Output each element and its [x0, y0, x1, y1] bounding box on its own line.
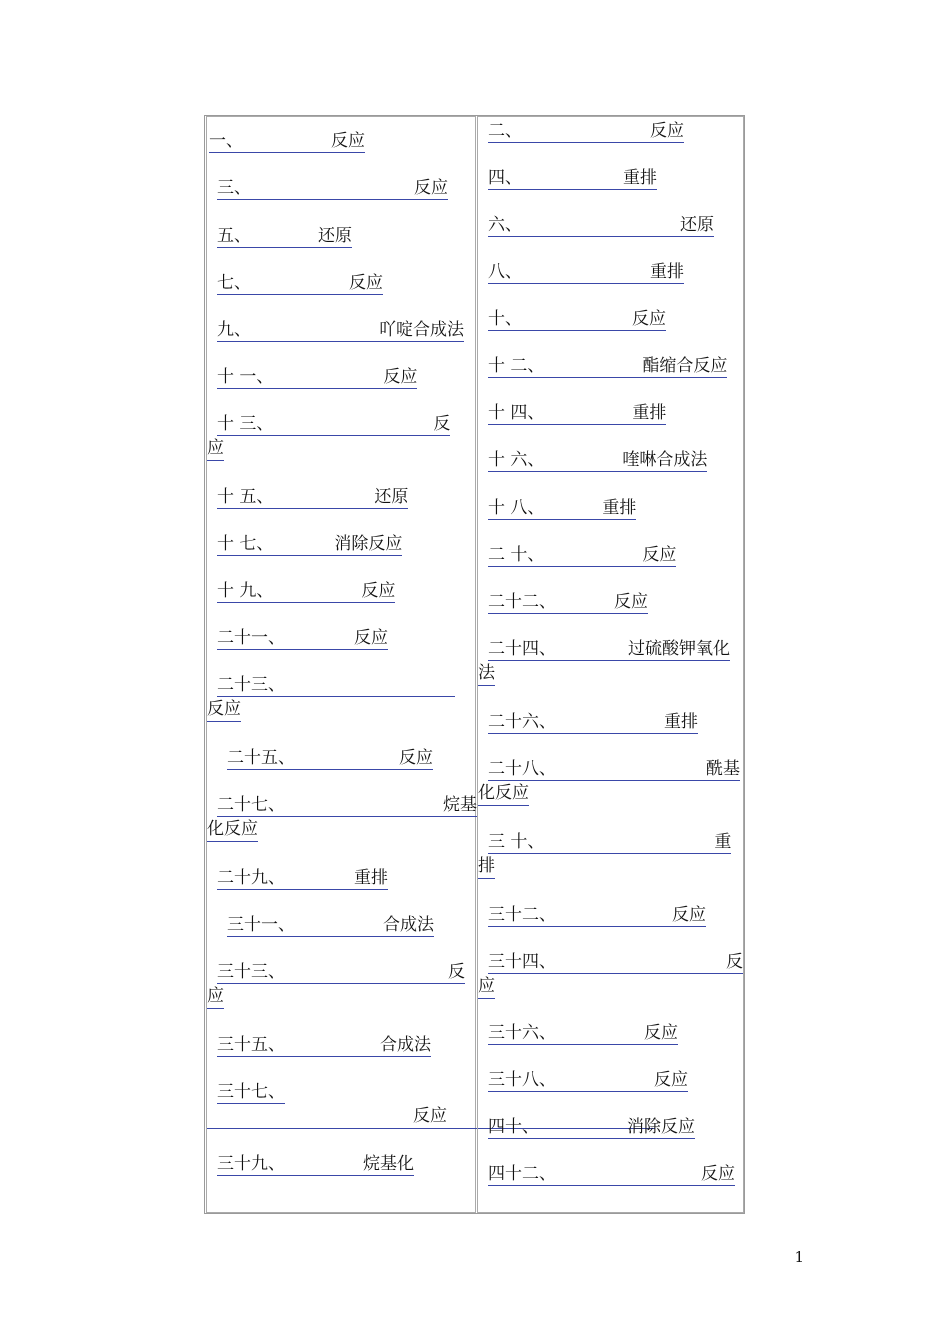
- right-entry: [478, 1021, 678, 1045]
- entry-number: 三十二、: [488, 905, 556, 925]
- reaction-name: 合成法: [380, 1035, 431, 1055]
- entry-number: 十 六、: [488, 450, 545, 470]
- entry-number: 一、: [209, 131, 243, 151]
- reaction-index-table: [204, 115, 745, 1214]
- entry-number: 三十三、: [217, 962, 285, 982]
- reaction-name: 吖啶合成法: [379, 320, 464, 340]
- entry-number: 二十八、: [488, 759, 556, 779]
- entry-number: 二十六、: [488, 712, 556, 732]
- entry-number: 二十二、: [488, 592, 556, 612]
- reaction-name: 还原: [374, 487, 409, 507]
- entry-number: 十 八、: [488, 498, 545, 518]
- reaction-name: 重排: [354, 868, 388, 888]
- entry-number: 七、: [217, 273, 251, 293]
- right-entry: [478, 1115, 695, 1139]
- right-entry: [478, 1068, 688, 1092]
- entry-number: 三十八、: [488, 1070, 556, 1090]
- left-entry: [207, 271, 383, 295]
- entry-number: 三、: [217, 178, 251, 198]
- right-entry: [478, 1162, 735, 1186]
- reaction-name: 烷基: [443, 795, 477, 815]
- entry-number: 四十二、: [488, 1164, 556, 1184]
- right-column: [477, 116, 744, 1213]
- right-entry: [478, 496, 636, 520]
- right-entry: [478, 710, 698, 734]
- left-entry: [207, 866, 388, 890]
- left-entry: [207, 412, 450, 461]
- reaction-name: 反应: [650, 121, 684, 141]
- reaction-name: 重排: [650, 262, 684, 282]
- right-entry: [478, 830, 731, 879]
- reaction-name: 消除反应: [627, 1117, 695, 1137]
- left-entry: [207, 913, 434, 937]
- left-entry: [207, 318, 464, 342]
- reaction-name: 反应: [701, 1164, 735, 1184]
- reaction-name: 重排: [602, 498, 637, 518]
- reaction-name: 反应: [642, 545, 677, 565]
- left-entry: [207, 176, 448, 200]
- entry-number: 四、: [488, 168, 522, 188]
- left-entry: [207, 626, 388, 650]
- entry-number: 十 一、: [217, 367, 274, 387]
- entry-number: 二十四、: [488, 639, 556, 659]
- reaction-name-continued: 应: [207, 984, 224, 1009]
- entry-number: 二十七、: [217, 795, 285, 815]
- left-entry: [207, 673, 455, 722]
- entry-number: 二十三、: [217, 675, 285, 695]
- right-entry: [478, 307, 666, 331]
- entry-number: 三十一、: [227, 915, 295, 935]
- entry-number: 二十九、: [217, 868, 285, 888]
- reaction-name: 反应: [632, 309, 666, 329]
- left-entry: [207, 579, 395, 603]
- left-entry: [207, 485, 408, 509]
- reaction-name: 酯缩合反应: [642, 356, 728, 376]
- entry-number: 五、: [217, 226, 251, 246]
- entry-number: 二、: [488, 121, 522, 141]
- reaction-name: 反应: [331, 131, 365, 151]
- entry-number: 二十五、: [227, 748, 295, 768]
- right-entry: [478, 950, 743, 999]
- reaction-name: 合成法: [383, 915, 434, 935]
- left-entry: [207, 129, 365, 153]
- reaction-name: 反应: [654, 1070, 688, 1090]
- reaction-name-continued: 反应: [207, 1104, 655, 1129]
- entry-number: 十 五、: [217, 487, 274, 507]
- page-number: 1: [794, 1248, 804, 1266]
- reaction-name: 反应: [399, 748, 433, 768]
- right-entry: [478, 637, 730, 686]
- reaction-name: 反: [726, 952, 743, 972]
- reaction-name-continued: 应: [207, 436, 224, 461]
- left-entry: [207, 532, 402, 556]
- entry-number: 三十六、: [488, 1023, 556, 1043]
- entry-number: 三 十、: [488, 832, 545, 852]
- entry-number: 十 三、: [217, 414, 274, 434]
- entry-number: 三十四、: [488, 952, 556, 972]
- reaction-name-continued: 反应: [207, 697, 241, 722]
- right-entry: [478, 757, 740, 806]
- entry-number: 二十一、: [217, 628, 285, 648]
- right-entry: [478, 119, 684, 143]
- left-entry: [207, 1033, 431, 1057]
- reaction-name: 还原: [318, 226, 352, 246]
- entry-number: 二 十、: [488, 545, 545, 565]
- left-entry: [207, 793, 477, 842]
- reaction-name-continued: 排: [478, 854, 495, 879]
- reaction-name-continued: 化反应: [207, 817, 258, 842]
- entry-number: 十 二、: [488, 356, 545, 376]
- reaction-name-continued: 法: [478, 661, 495, 686]
- reaction-name: 反应: [361, 581, 396, 601]
- reaction-name: 反应: [383, 367, 418, 387]
- right-entry: [478, 543, 676, 567]
- reaction-name-continued: 应: [478, 974, 495, 999]
- reaction-name: 重排: [664, 712, 698, 732]
- left-column: [206, 116, 476, 1213]
- right-entry: [478, 401, 666, 425]
- reaction-name: 酰基: [706, 759, 740, 779]
- reaction-name: 喹啉合成法: [622, 450, 708, 470]
- reaction-name-continued: 化反应: [478, 781, 529, 806]
- reaction-name: 重排: [632, 403, 667, 423]
- entry-number: 四十、: [488, 1117, 539, 1137]
- right-entry: [478, 260, 684, 284]
- reaction-name: 反: [448, 962, 465, 982]
- left-entry: [207, 224, 352, 248]
- reaction-name: 反: [433, 414, 451, 434]
- right-entry: [478, 354, 727, 378]
- reaction-name: 反应: [672, 905, 706, 925]
- reaction-name: 反应: [354, 628, 388, 648]
- right-entry: [478, 166, 657, 190]
- reaction-name: 反应: [644, 1023, 678, 1043]
- left-entry: [207, 746, 433, 770]
- entry-number: 六、: [488, 215, 522, 235]
- right-entry: [478, 903, 706, 927]
- reaction-name: 过硫酸钾氧化: [628, 639, 730, 659]
- entry-number: 八、: [488, 262, 522, 282]
- entry-number: 十 四、: [488, 403, 545, 423]
- entry-number: 九、: [217, 320, 251, 340]
- entry-number: 十 九、: [217, 581, 274, 601]
- reaction-name: 反应: [349, 273, 383, 293]
- right-entry: [478, 590, 648, 614]
- entry-number: 三十九、: [217, 1154, 285, 1174]
- left-entry: [207, 365, 417, 389]
- reaction-name: 反应: [414, 178, 448, 198]
- reaction-name: 消除反应: [334, 534, 403, 554]
- entry-number: 三十五、: [217, 1035, 285, 1055]
- entry-number: 三十七、: [217, 1082, 285, 1102]
- reaction-name: 还原: [680, 215, 714, 235]
- right-entry: [478, 213, 714, 237]
- reaction-name: 重排: [623, 168, 657, 188]
- entry-number: 十、: [488, 309, 522, 329]
- left-entry: [207, 960, 465, 1009]
- right-entry: [478, 448, 707, 472]
- reaction-name: 重: [714, 832, 732, 852]
- reaction-name: 反应: [614, 592, 648, 612]
- entry-number: 十 七、: [217, 534, 274, 554]
- left-entry: [207, 1152, 414, 1176]
- reaction-name: 烷基化: [363, 1154, 414, 1174]
